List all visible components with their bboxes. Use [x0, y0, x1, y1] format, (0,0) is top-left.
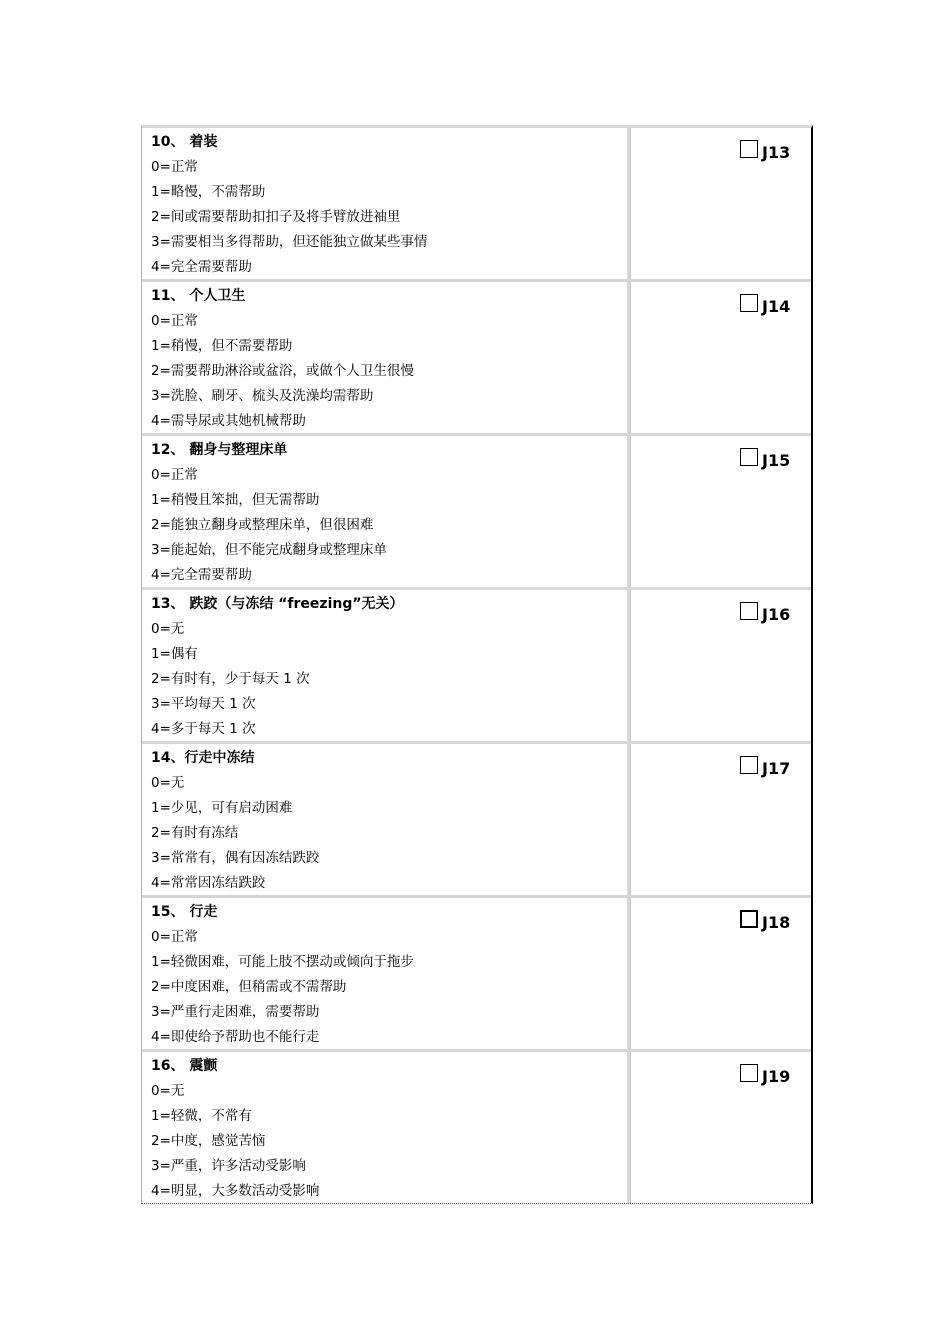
code-field	[740, 448, 791, 470]
answer-checkbox[interactable]	[740, 756, 758, 774]
code-label: J13	[762, 143, 791, 162]
option-0: 0=无	[151, 1083, 185, 1099]
code-field	[740, 140, 791, 162]
option-1: 1=少见，可有启动困难	[151, 800, 293, 816]
code-cell	[630, 898, 811, 1049]
table-row	[142, 895, 811, 1049]
option-4: 4=需导尿或其她机械帮助	[151, 413, 306, 429]
option-1: 1=轻微，不常有	[151, 1108, 252, 1124]
option-0: 0=正常	[151, 159, 198, 175]
answer-checkbox[interactable]	[740, 294, 758, 312]
option-0: 0=正常	[151, 929, 198, 945]
option-1: 1=偶有	[151, 646, 198, 662]
question-title: 12、 翻身与整理床单	[151, 442, 288, 458]
question-title: 13、 跌跤（与冻结 “freezing”无关）	[151, 596, 404, 612]
option-2: 2=中度，感觉苦恼	[151, 1133, 266, 1149]
option-1: 1=稍慢且笨拙，但无需帮助	[151, 492, 320, 508]
code-cell	[630, 282, 811, 433]
code-label: J19	[762, 1067, 791, 1086]
question-cell	[142, 1052, 630, 1203]
code-label: J18	[762, 913, 791, 932]
assessment-table	[141, 125, 813, 1204]
code-cell	[630, 436, 811, 587]
option-3: 3=严重行走困难，需要帮助	[151, 1004, 320, 1020]
table-row	[142, 741, 811, 895]
code-field	[740, 1064, 791, 1086]
option-4: 4=即使给予帮助也不能行走	[151, 1029, 320, 1045]
option-4: 4=常常因冻结跌跤	[151, 875, 266, 891]
table-row	[142, 587, 811, 741]
option-3: 3=常常有，偶有因冻结跌跤	[151, 850, 320, 866]
option-0: 0=正常	[151, 313, 198, 329]
option-3: 3=能起始，但不能完成翻身或整理床单	[151, 542, 387, 558]
code-field	[740, 602, 791, 624]
question-cell	[142, 590, 630, 741]
option-4: 4=多于每天 1 次	[151, 721, 256, 737]
code-label: J15	[762, 451, 791, 470]
question-cell	[142, 744, 630, 895]
option-2: 2=有时有，少于每天 1 次	[151, 671, 310, 687]
code-cell	[630, 590, 811, 741]
option-4: 4=完全需要帮助	[151, 567, 252, 583]
code-cell	[630, 128, 811, 279]
question-cell	[142, 436, 630, 587]
option-2: 2=有时有冻结	[151, 825, 239, 841]
code-field	[740, 910, 791, 932]
question-cell	[142, 282, 630, 433]
option-3: 3=洗脸、刷牙、梳头及洗澡均需帮助	[151, 388, 374, 404]
code-field	[740, 294, 791, 316]
code-field	[740, 756, 791, 778]
answer-checkbox[interactable]	[740, 1064, 758, 1082]
question-title: 15、 行走	[151, 904, 218, 920]
code-label: J16	[762, 605, 791, 624]
option-4: 4=明显，大多数活动受影响	[151, 1183, 320, 1199]
answer-checkbox[interactable]	[740, 140, 758, 158]
option-2: 2=能独立翻身或整理床单，但很困难	[151, 517, 374, 533]
question-title: 16、 震颤	[151, 1058, 218, 1074]
question-title: 10、 着装	[151, 134, 218, 150]
table-row	[142, 279, 811, 433]
option-1: 1=稍慢，但不需要帮助	[151, 338, 293, 354]
option-4: 4=完全需要帮助	[151, 259, 252, 275]
question-cell	[142, 128, 630, 279]
option-0: 0=无	[151, 621, 185, 637]
question-title: 14、行走中冻结	[151, 750, 255, 766]
code-cell	[630, 744, 811, 895]
table-row	[142, 128, 811, 279]
option-2: 2=间或需要帮助扣扣子及将手臂放进袖里	[151, 209, 401, 225]
option-3: 3=严重，许多活动受影响	[151, 1158, 306, 1174]
option-1: 1=略慢，不需帮助	[151, 184, 266, 200]
option-3: 3=平均每天 1 次	[151, 696, 256, 712]
answer-checkbox[interactable]	[740, 448, 758, 466]
code-label: J14	[762, 297, 791, 316]
option-0: 0=无	[151, 775, 185, 791]
code-cell	[630, 1052, 811, 1203]
option-0: 0=正常	[151, 467, 198, 483]
option-2: 2=中度困难，但稍需或不需帮助	[151, 979, 347, 995]
option-3: 3=需要相当多得帮助，但还能独立做某些事情	[151, 234, 428, 250]
table-row	[142, 1049, 811, 1203]
code-label: J17	[762, 759, 791, 778]
question-title: 11、 个人卫生	[151, 288, 246, 304]
table-row	[142, 433, 811, 587]
question-cell	[142, 898, 630, 1049]
answer-checkbox[interactable]	[740, 602, 758, 620]
option-2: 2=需要帮助淋浴或盆浴，或做个人卫生很慢	[151, 363, 414, 379]
answer-checkbox[interactable]	[740, 910, 758, 928]
option-1: 1=轻微困难，可能上肢不摆动或倾向于拖步	[151, 954, 414, 970]
